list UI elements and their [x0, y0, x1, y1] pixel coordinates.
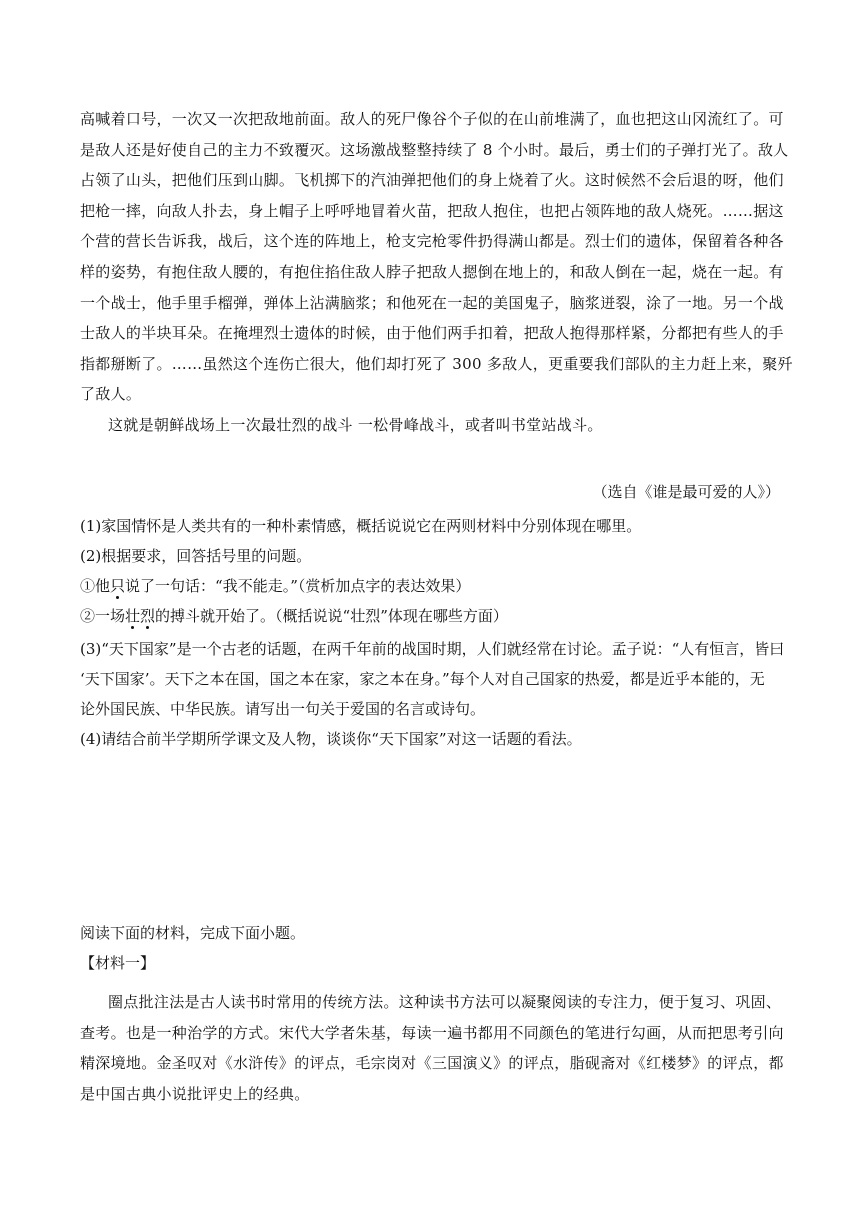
passage-line: 了敌人。 [80, 385, 142, 404]
reading-instruction [80, 918, 780, 978]
material-label: 【材料一】 [80, 954, 156, 972]
question-3-line: ‘天下国家’。天下之本在国，国之本在家，家之本在身。”每个人对自己国家的热爱，都是近乎本能的，无 [80, 670, 765, 688]
question-1: (1)家国情怀是人类共有的一种朴素情感，概括说说它在两则材料中分别体现在哪里。 [80, 517, 642, 535]
passage-line: 是敌人还是好使自己的主力不致覆灭。这场激战整整持续了 8 个小时。最后，勇士们的子弹打光了。敌人 [80, 140, 789, 159]
question-list [80, 511, 785, 754]
material-line: 查考。也是一种治学的方式。宋代大学者朱基，每读一遍书都用不同颜色的笔进行勾画，从而把思考引向 [80, 1023, 784, 1042]
material-one-text [80, 987, 784, 1109]
question-2-b: ②一场壮烈的搏斗就开始了。（概括说说“壮烈”体现在哪些方面） [80, 607, 508, 625]
material-line: 是中国古典小说批评史上的经典。 [80, 1084, 310, 1103]
question-2: (2)根据要求，回答括号里的问题。 [80, 547, 312, 565]
passage-text [80, 104, 793, 441]
passage-line: 士敌人的半块耳朵。在掩埋烈士遗体的时候，由于他们两手扣着，把敌人抱得那样紧，分都把有些人的手 [80, 324, 784, 343]
question-3-line: (3)“天下国家”是一个古老的话题，在两千年前的战国时期，人们就经常在讨论。孟子说：“人有恒言，皆曰 [80, 640, 785, 658]
passage-line: 把枪一摔，向敌人扑去，身上帽子上呼呼地冒着火苗，把敌人抱住，也把占领阵地的敌人烧死。……据这 [80, 201, 784, 220]
passage-line: 个营的营长告诉我，战后，这个连的阵地上，枪支完枪零件扔得满山都是。烈士们的遗体，保留着各种各 [80, 232, 784, 251]
passage-source [80, 477, 780, 507]
passage-line: 指都掰断了。……虽然这个连伤亡很大，他们却打死了 300 多敌人，更重要我们部队的主力赶上来，聚歼 [80, 354, 793, 373]
emphasis-dot-char: 烈 [140, 607, 156, 625]
emphasis-dot-char: 只 [110, 577, 126, 595]
question-2-a: ①他只说了一句话：“我不能走。”（赏析加点字的表达效果） [80, 577, 471, 595]
instruction-text: 阅读下面的材料，完成下面小题。 [80, 924, 306, 942]
emphasis-dot-char: 壮 [125, 607, 141, 625]
passage-line: 高喊着口号，一次又一次把敌地前面。敌人的死尸像谷个子似的在山前堆满了，血也把这山冈流红了。可 [80, 110, 784, 128]
source-citation: （选自《谁是最可爱的人》） [592, 483, 780, 501]
question-3-line: 论外国民族、中华民族。请写出一句关于爱国的名言或诗句。 [80, 700, 486, 718]
material-line: 圈点批注法是古人读书时常用的传统方法。这种读书方法可以凝聚阅读的专注力，便于复习、巩固、 [108, 993, 782, 1011]
passage-line: 一个战士，他手里手榴弹，弹体上沾满脑浆；和他死在一起的美国鬼子，脑浆迸裂，涂了一地。另一个战 [80, 293, 784, 312]
material-line: 精深境地。金圣叹对《水浒传》的评点，毛宗岗对《三国演义》的评点，脂砚斋对《红楼梦》的评点，都 [80, 1054, 784, 1073]
passage-line: 占领了山头，把他们压到山脚。飞机掷下的汽油弹把他们的身上烧着了火。这时候然不会后退的呀，他们 [80, 171, 784, 190]
passage-closing: 这就是朝鲜战场上一次最壮烈的战斗 一松骨峰战斗，或者叫书堂站战斗。 [108, 415, 603, 434]
question-4: (4)请结合前半学期所学课文及人物，谈谈你“天下国家”对这一话题的看法。 [80, 730, 582, 748]
passage-line: 样的姿势，有抱住敌人腰的，有抱住掐住敌人脖子把敌人摁倒在地上的，和敌人倒在一起，烧在一起。有 [80, 262, 784, 281]
